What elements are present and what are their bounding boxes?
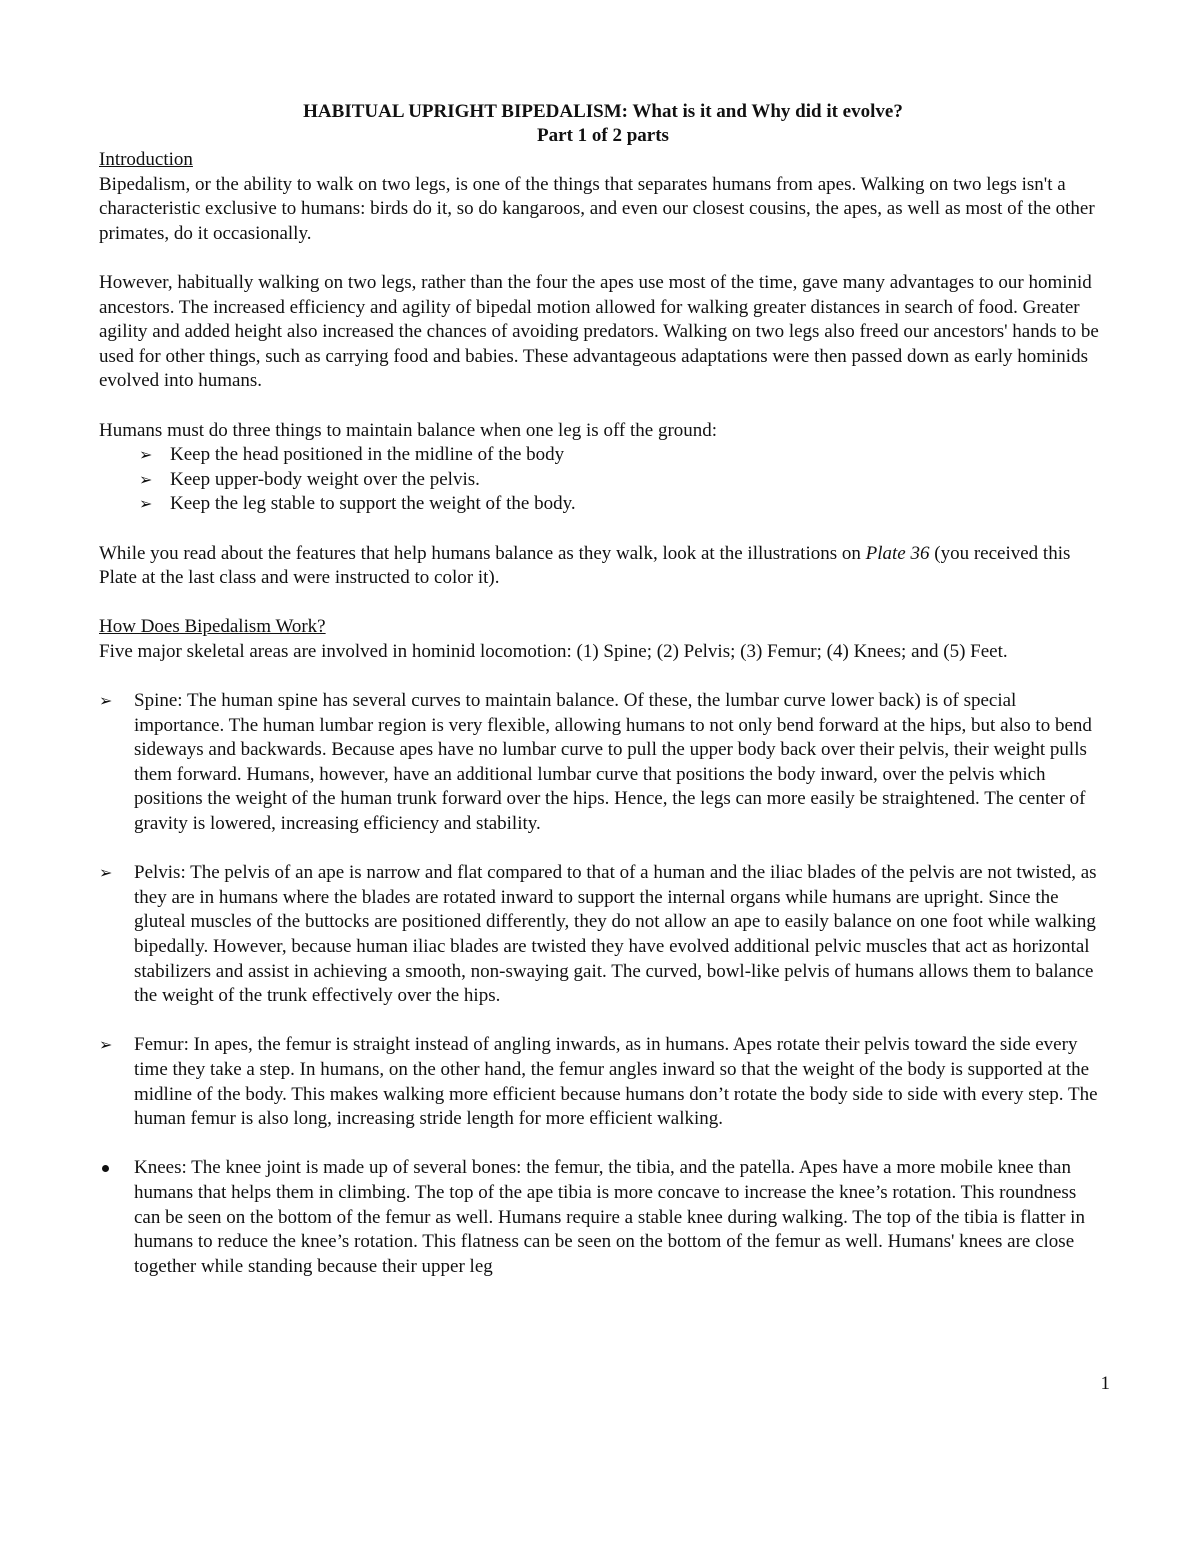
- intro-paragraph-2: However, habitually walking on two legs, rather than the four the apes use most of the time, gave many advantages to our hominid ancestors. The increased efficiency and agility of bipedal motion allowed for walking greater distances in search of food. Greater agility and added height also increased the chances of avoiding predators. Walking on two legs also freed our ancestors' hands to be used for other things, such as carrying food and babies. These advantageous adaptations were then passed down as early hominids evolved into humans.: [99, 271, 1099, 392]
- feature-knees: [99, 1156, 1107, 1279]
- arrow-bullet-icon: ➢: [99, 691, 113, 711]
- arrow-bullet-icon: ➢: [99, 863, 113, 883]
- arrow-bullet-icon: ➢: [139, 445, 153, 465]
- feature-text: Femur: In apes, the femur is straight instead of angling inwards, as in humans. Apes rotate their pelvis toward the side every time they take a step. In humans, on the other hand, the femur angles inward so that the weight of the body is supported at the midline of the body. This makes walking more efficient because humans don’t rotate the body side to side with every step. The human femur is also long, increasing stride length for more efficient walking.: [134, 1034, 1098, 1130]
- balance-intro: Humans must do three things to maintain balance when one leg is off the ground:: [99, 419, 718, 441]
- balance-item-text: Keep upper-body weight over the pelvis.: [170, 468, 480, 490]
- how-intro: Five major skeletal areas are involved in hominid locomotion: (1) Spine; (2) Pelvis; (3) Femur; (4) Knees; and (5) Feet.: [99, 640, 1008, 662]
- balance-item-text: Keep the leg stable to support the weight of the body.: [170, 493, 576, 515]
- intro-heading: Introduction: [99, 149, 193, 170]
- balance-item: [139, 443, 1107, 468]
- plate-text-after: (you received this Plate at the last class and were instructed to color it).: [99, 542, 1071, 589]
- dot-bullet-icon: [99, 1156, 129, 1181]
- arrow-bullet-icon: ➢: [99, 1035, 113, 1055]
- plate-text-before: While you read about the features that help humans balance as they walk, look at the illustrations on: [99, 542, 866, 564]
- balance-item: [139, 468, 1107, 493]
- document-subtitle: Part 1 of 2 parts: [537, 125, 669, 146]
- feature-spine: [99, 689, 1107, 837]
- plate-paragraph: [99, 542, 1107, 591]
- document-page: [99, 100, 1107, 1279]
- page-number: 1: [1100, 1373, 1110, 1394]
- feature-text: Spine: The human spine has several curves to maintain balance. Of these, the lumbar curve lower back) is of special importance. The human lumbar region is very flexible, allowing humans to not only bend forward at the hips, but also to bend sideways and backwards. Because apes have no lumbar curve to pull the upper body back over their pelvis, their weight pulls them forward. Humans, however, have an additional lumbar curve that positions the body inward, over the pelvis which positions the weight of the human trunk forward over the hips. Hence, the legs can more easily be straightened. The center of gravity is lowered, increasing efficiency and stability.: [134, 690, 1092, 835]
- balance-item: [139, 492, 1107, 517]
- intro-paragraph-1: Bipedalism, or the ability to walk on two legs, is one of the things that separates humans from apes. Walking on two legs isn't a characteristic exclusive to humans: birds do it, so do kangaroos, and even our closest cousins, the apes, as well as most of the other primates, do it occasionally.: [99, 173, 1095, 244]
- plate-name: Plate 36: [865, 542, 930, 564]
- feature-pelvis: [99, 861, 1107, 1009]
- arrow-bullet-icon: ➢: [139, 469, 153, 489]
- balance-list: [99, 443, 1107, 517]
- how-heading: How Does Bipedalism Work?: [99, 616, 326, 638]
- document-title: HABITUAL UPRIGHT BIPEDALISM: What is it and Why did it evolve?: [303, 101, 903, 122]
- arrow-bullet-icon: ➢: [139, 494, 153, 514]
- feature-femur: [99, 1033, 1107, 1131]
- balance-item-text: Keep the head positioned in the midline of the body: [170, 444, 565, 466]
- feature-text: Pelvis: The pelvis of an ape is narrow and flat compared to that of a human and the iliac blades of the pelvis are not twisted, as they are in humans where the blades are rotated inward to support the internal organs while humans are upright. Since the gluteal muscles of the buttocks are positioned differently, they do not allow an ape to easily balance on one foot while walking bipedally. However, because human iliac blades are twisted they have evolved additional pelvic muscles that act as horizontal stabilizers and assist in achieving a smooth, non-swaying gait. The curved, bowl-like pelvis of humans allows them to balance the weight of the trunk effectively over the hips.: [134, 862, 1097, 1007]
- feature-text: Knees: The knee joint is made up of several bones: the femur, the tibia, and the patella. Apes have a more mobile knee than humans that helps them in climbing. The top of the ape tibia is more concave to increase the knee’s rotation. This roundness can be seen on the bottom of the femur as well. Humans require a stable knee during walking. The top of the tibia is flatter in humans to reduce the knee’s rotation. This flatness can be seen on the bottom of the femur as well. Humans' knees are close together while standing because their upper leg: [134, 1157, 1085, 1277]
